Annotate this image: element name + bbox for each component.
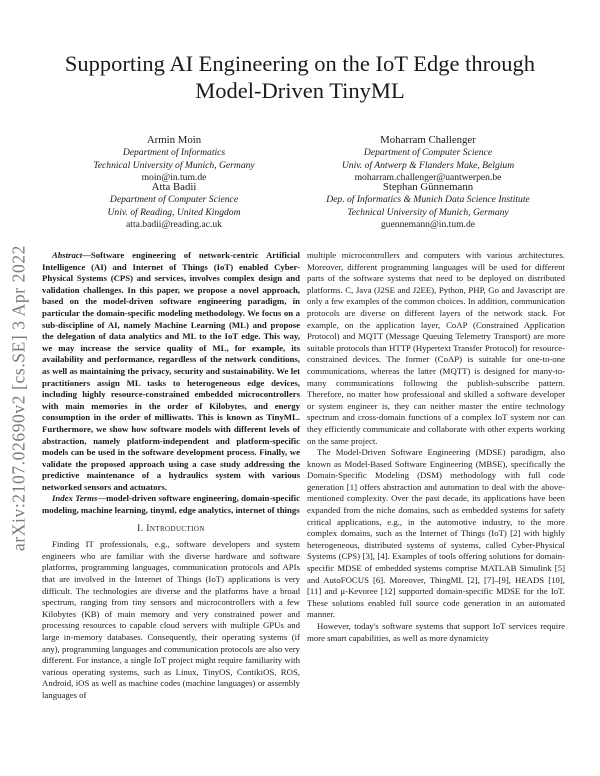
author-block [44, 134, 304, 185]
author-block [298, 181, 558, 232]
author-email: atta.badii@reading.ac.uk [126, 219, 222, 231]
author-institution: Technical University of Munich, Germany [93, 159, 255, 171]
author-email: guennemann@in.tum.de [380, 219, 476, 231]
body-paragraph: Finding IT professionals, e.g., software developers and system engineers who are familiar with the diverse hardware and software platforms, programming languages, communication protocols and APIs that are involved in the Internet of Things (IoT) applications is very difficult. The technologies are diverse and the platforms have a broad spectrum, ranging from tiny sensors and microcontrollers with a few Kilobytes (KB) of main memory and very constrained power and processing resources to capable cloud servers with multiple GPUs and large in-memory databases. Consequently, their operating systems (if any), programming languages and communication protocols are also very different. For instance, a single IoT project might require familiarity with various operating systems, such as Linux, TinyOS, ContikiOS, ROS, Android, iOS as well as machine codes (machine languages) or assembly languages of [42, 539, 300, 700]
author-department: Department of Computer Science [363, 147, 493, 159]
author-name: Atta Badii [151, 181, 197, 193]
section-heading: I. Introduction [137, 523, 205, 534]
index-terms-text: —model-driven software engineering, domain-specific modeling, machine learning, tinyml, edge analytics, internet of things [42, 493, 300, 516]
abstract [42, 250, 300, 493]
right-column [307, 250, 565, 644]
author-name: Moharram Challenger [380, 134, 476, 146]
author-block [44, 181, 304, 232]
abstract-text: —Software engineering of network-centric Artificial Intelligence (AI) and Internet of Things (IoT) enabled Cyber-Physical Systems (CPS) and services, involves complex design and validation challenges. In this paper, we propose a novel approach, based on the model-driven software engineering paradigm, in particular the domain-specific modeling methodology. We focus on a sub-discipline of AI, namely Machine Learning (ML) and propose the delegation of data analytics and ML to the IoT edge. This way, we may increase the service quality of ML, for example, its availability and performance, regardless of the network conditions, as well as maintaining the privacy, security and sustainability. We let practitioners assign ML tasks to heterogeneous edge devices, including highly resource-constrained embedded microcontrollers with main memories in the order of Kilobytes, and energy consumption in the order of milliwatts. This is known as TinyML. Furthermore, we show how software models with different levels of abstraction, namely platform-independent and platform-specific models can be used in the software development process. Finally, we validate the proposed approach using a case study addressing the predictive maintenance of a hydraulics system with various networked sensors and actuators. [42, 250, 300, 492]
index-terms [42, 493, 300, 516]
author-department: Dep. of Informatics & Munich Data Science Institute [326, 194, 530, 206]
left-column [42, 250, 300, 702]
paper-title: Supporting AI Engineering on the IoT Edge through Model-Driven TinyML [64, 51, 536, 103]
body-paragraph: However, today's software systems that support IoT services require more smart capabilities, as well as more dynamicity [307, 621, 565, 643]
author-institution: Univ. of Reading, United Kingdom [107, 206, 241, 218]
author-block [298, 134, 558, 185]
body-paragraph: The Model-Driven Software Engineering (MDSE) paradigm, also known as Model-Based Software Engineering (MBSE), specifically the Domain-Specific Modeling (DSM) methodology with full code generation [1] offers abstraction and automation to deal with the above-mentioned complexity. Over the past decade, its applications have been expanded from the niche domains, such as embedded systems for safety critical applications, e.g., in the automotive industry, to the more complex domains, such as the Internet of Things (IoT) [2] with highly heterogeneous, distributed systems of systems, called Cyber-Physical Systems (CPS) [3], [4]. Examples of tools offering solutions for domain-specific MDSE of embedded systems comprise MATLAB Simulink [5] and AutoFOCUS [6]. Moreover, ThingML [2], [7]–[9], HEADS [10], [11] and μ-Kevoree [12] supported domain-specific MDSE for the IoT. These solutions enabled full source code generation in an automated manner. [307, 447, 565, 620]
author-email: moharram.challenger@uantwerpen.be [354, 172, 502, 184]
author-name: Armin Moin [146, 134, 202, 146]
arxiv-identifier: arXiv:2107.02690v2 [cs.SE] 3 Apr 2022 [8, 244, 29, 552]
author-institution: Technical University of Munich, Germany [347, 206, 509, 218]
author-department: Department of Informatics [122, 147, 226, 159]
author-department: Department of Computer Science [109, 194, 239, 206]
author-email: moin@in.tum.de [141, 172, 207, 184]
author-institution: Univ. of Antwerp & Flanders Make, Belgium [341, 159, 515, 171]
author-name: Stephan Günnemann [382, 181, 474, 193]
body-paragraph: multiple microcontrollers and computers with various architectures. Moreover, different programming languages will be used for different parts of the software systems that need to be deployed on distributed platforms. C, Java (J2SE and J2EE), Python, PHP, Go and Javascript are only a few examples of the common choices. In addition, communication protocols are diverse on different layers of the network stack. For example, on the application layer, CoAP (Constrained Application Protocol) and MQTT (Message Queuing Telemetry Transport) are more suitable protocols than HTTP (Hypertext Transfer Protocol) for resource-constrained devices. The former (CoAP) is suitable for one-to-one communications, whereas the latter (MQTT) is designed for many-to-many communications following the publish-subscribe pattern. Therefore, no matter how professional and skilled a software developer or system engineer is, they can neither master the entire technology spectrum and cross-domain functions of a complex IoT system nor can they efficiently communicate and collaborate with other experts working on the same project. [307, 250, 565, 446]
abstract-label: Abstract [52, 250, 83, 260]
index-terms-label: Index Terms [52, 493, 98, 504]
